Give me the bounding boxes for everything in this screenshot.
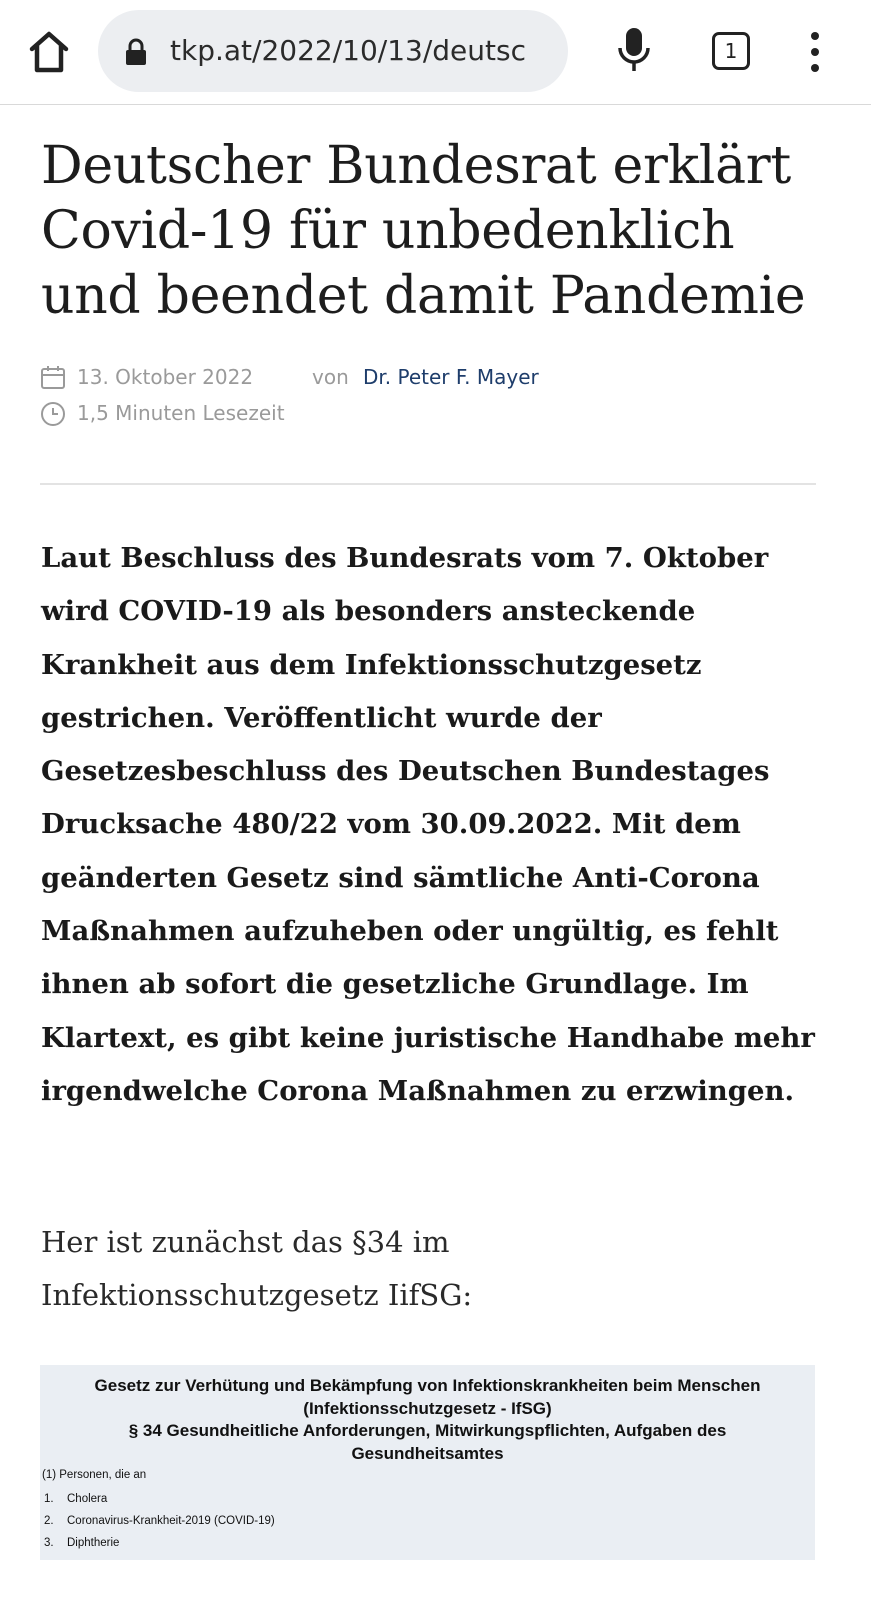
list-item-text: Diphtherie: [67, 1537, 120, 1549]
calendar-icon: [40, 365, 66, 391]
tab-count: 1: [712, 32, 750, 70]
list-item: [40, 1491, 815, 1513]
read-time: 1,5 Minuten Lesezeit: [77, 401, 285, 425]
list-item: [40, 1535, 815, 1557]
home-icon[interactable]: [22, 27, 76, 77]
url-text: tkp.at/2022/10/13/deutsc: [170, 34, 526, 67]
law-title-line: Gesetz zur Verhütung und Bekämpfung von Infektionskrankheiten beim Menschen: [94, 1376, 761, 1395]
law-title-line: Gesundheitsamtes: [351, 1443, 504, 1463]
article-title: Deutscher Bundesrat erklärt Covid-19 für unbedenklich und beendet damit Pandemie: [41, 136, 806, 326]
list-item-number: 3.: [44, 1537, 54, 1549]
by-prefix: von: [312, 365, 349, 389]
article-lead: Laut Beschluss des Bundesrats vom 7. Oktober wird COVID-19 als besonders ansteckende Krankheit aus dem Infektionsschutzgesetz gestrichen. Veröffentlicht wurde der Gesetzesbeschluss des Deutschen Bundestages Drucksache 480/22 vom 30.09.2022. Mit dem geänderten Gesetz sind sämtliche Anti-Corona Maßnahmen aufzuheben oder ungültig, es fehlt ihnen ab sofort die gesetzliche Grundlage. Im Klartext, es gibt keine juristische Handhabe mehr irgendwelche Corona Maßnahmen zu erzwingen.: [41, 542, 815, 1107]
overflow-menu-icon[interactable]: [804, 30, 824, 76]
list-item-text: Coronavirus-Krankheit-2019 (COVID-19): [67, 1515, 275, 1527]
list-item: [40, 1513, 815, 1535]
address-bar[interactable]: [98, 10, 568, 92]
law-item-list: [40, 1491, 815, 1557]
clock-icon: [40, 401, 66, 427]
law-title-line: (Infektionsschutzgesetz - IfSG): [303, 1398, 552, 1418]
browser-toolbar: [0, 0, 871, 105]
list-item-text: Cholera: [67, 1493, 108, 1505]
microphone-icon[interactable]: [616, 24, 652, 76]
article-paragraph: Her ist zunächst das §34 im Infektionsschutzgesetz IifSG:: [41, 1225, 473, 1312]
list-item-number: 2.: [44, 1515, 54, 1527]
law-intro: (1) Personen, die an: [42, 1469, 147, 1481]
author-link[interactable]: Dr. Peter F. Mayer: [363, 365, 539, 389]
publish-date: 13. Oktober 2022: [77, 365, 254, 389]
law-excerpt-image: [40, 1365, 815, 1560]
list-item-number: 1.: [44, 1493, 54, 1505]
tab-switcher-button[interactable]: [712, 32, 750, 70]
law-title-line: § 34 Gesundheitliche Anforderungen, Mitwirkungspflichten, Aufgaben des: [128, 1421, 727, 1440]
divider: [40, 483, 816, 485]
law-excerpt-title: [40, 1375, 815, 1465]
lock-icon: [124, 38, 148, 66]
